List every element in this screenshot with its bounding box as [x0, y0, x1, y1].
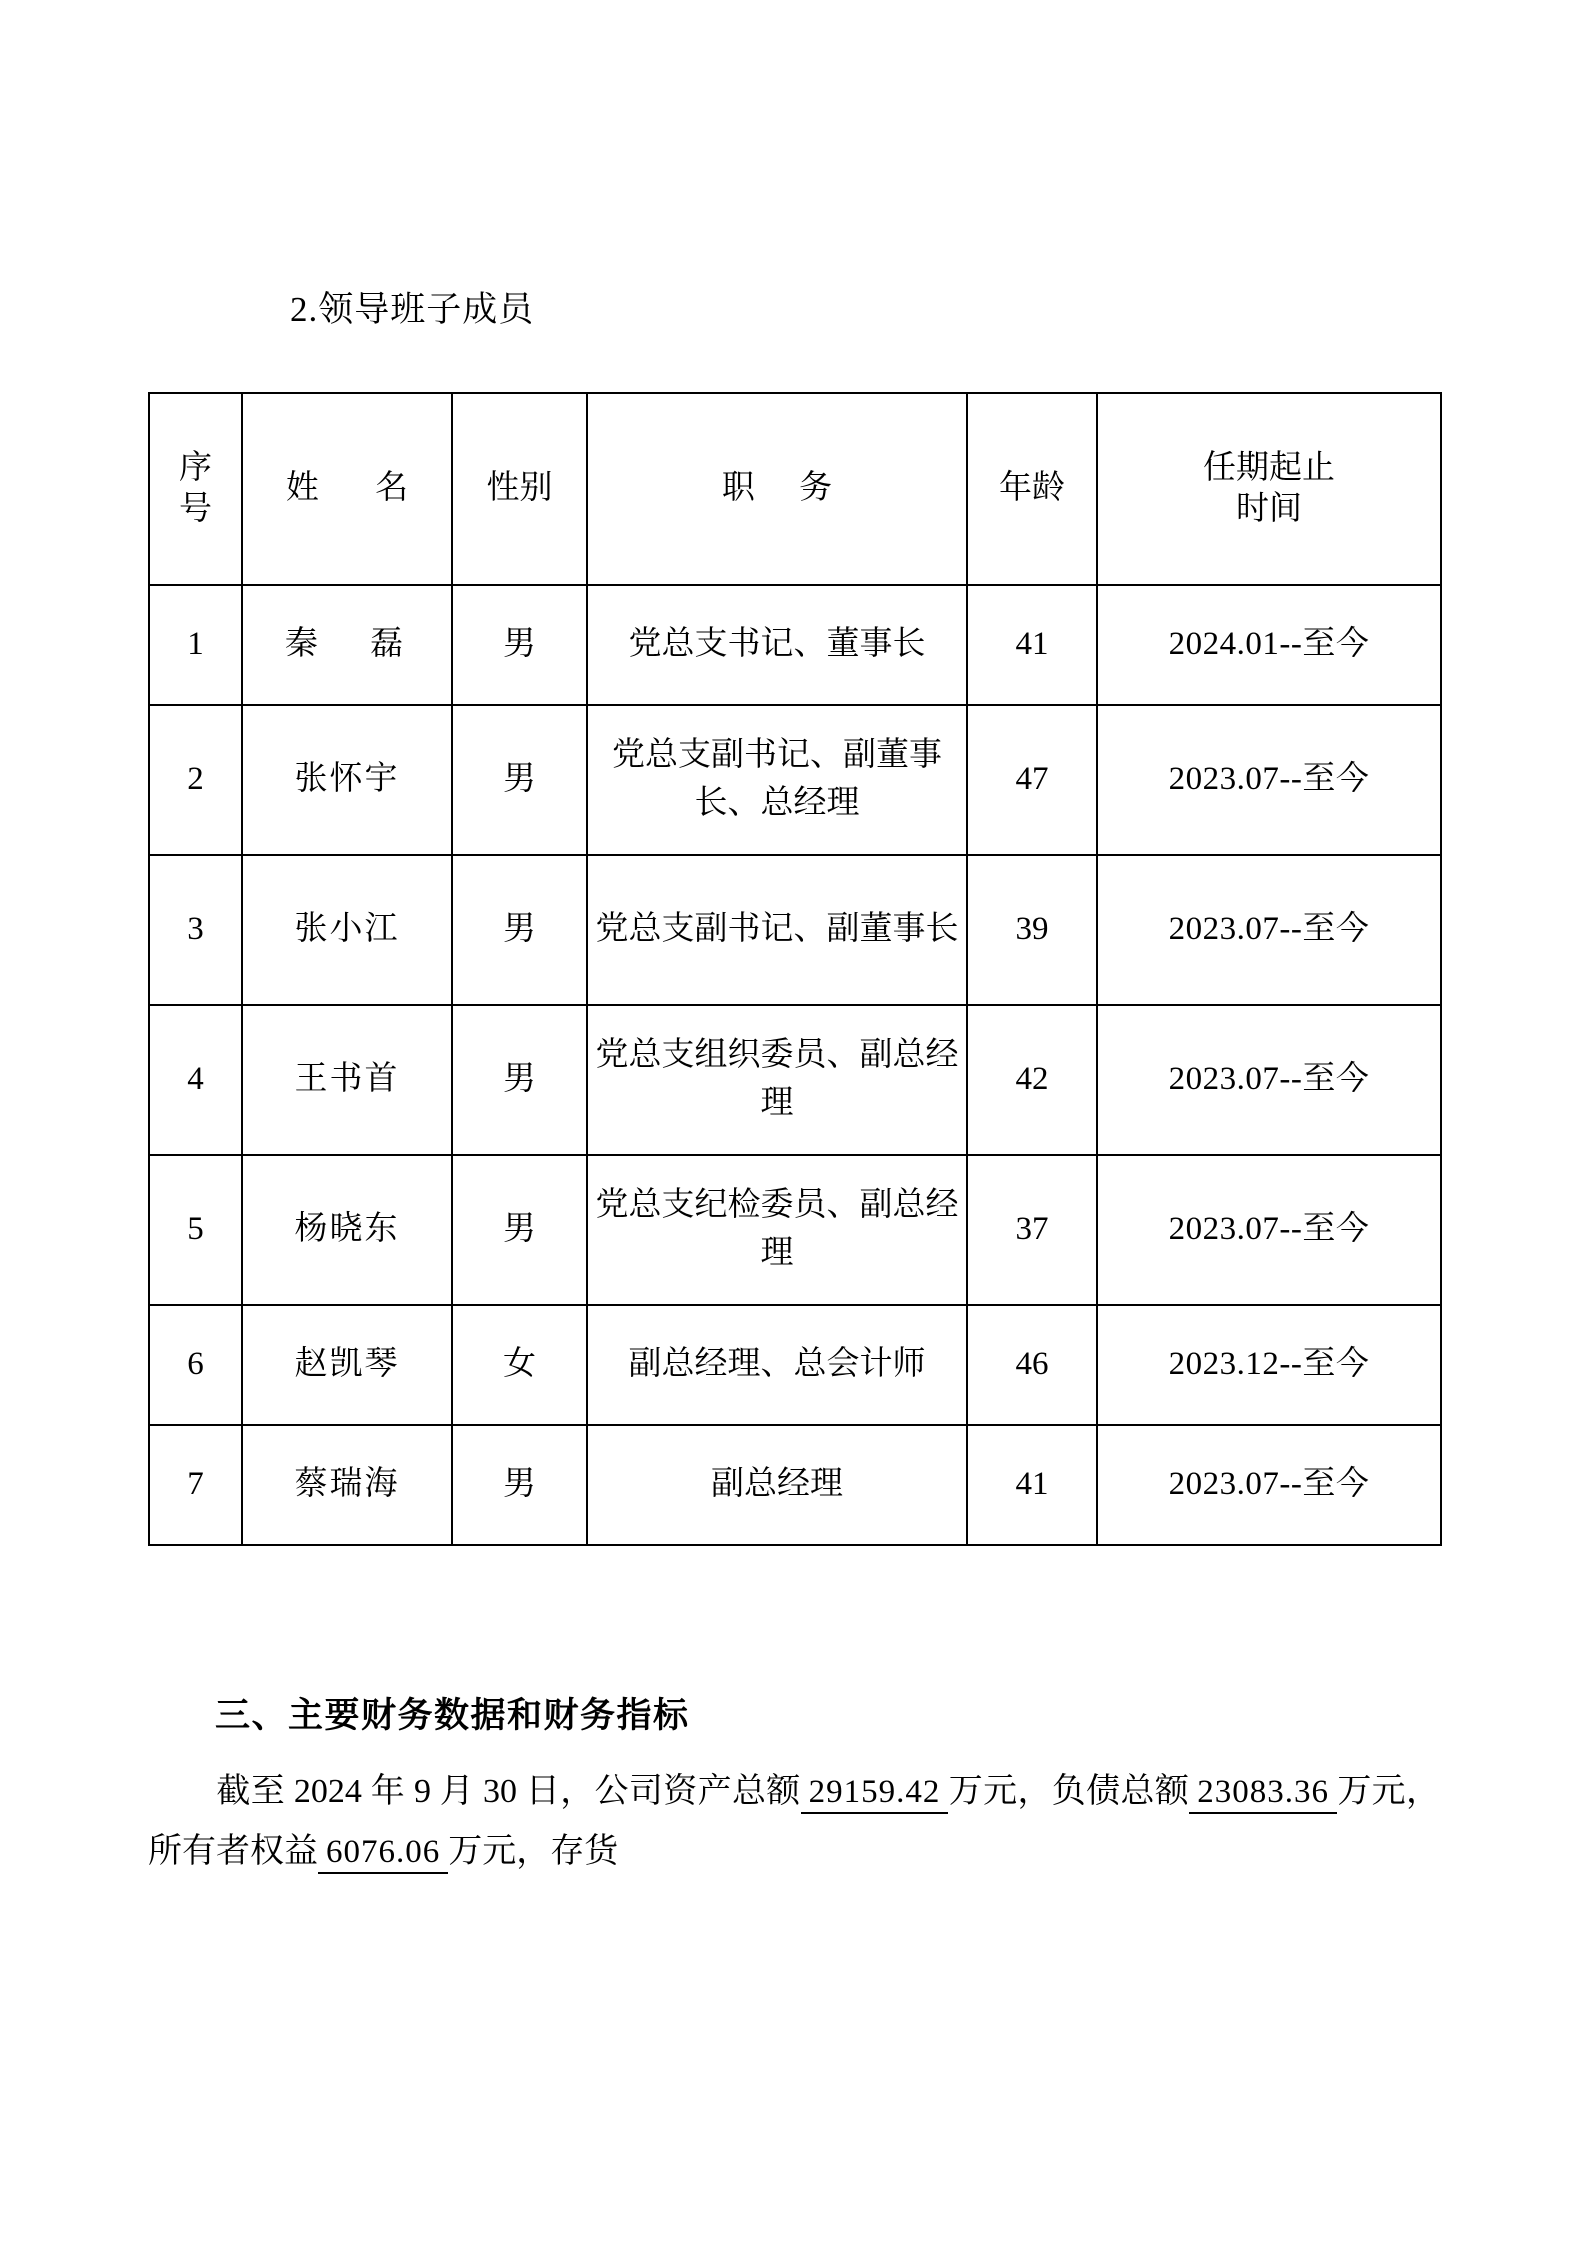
paragraph-text-1: 截至 2024 年 9 月 30 日，公司资产总额: [216, 1773, 801, 1810]
paragraph-text-2: 万元，负债总额: [948, 1773, 1190, 1810]
column-header-seq-line1: 序: [179, 449, 212, 486]
cell-post: 党总支书记、董事长: [587, 585, 967, 705]
column-header-term-line1: 任期起止: [1203, 449, 1335, 486]
financial-paragraph: [148, 1762, 1440, 1882]
cell-name: 蔡瑞海: [242, 1425, 452, 1545]
cell-term: 2023.12--至今: [1097, 1305, 1441, 1425]
cell-age: 37: [967, 1155, 1097, 1305]
column-header-post: 职 务: [587, 393, 967, 585]
cell-seq: 2: [149, 705, 242, 855]
cell-term: 2024.01--至今: [1097, 585, 1441, 705]
table-row: [149, 1305, 1441, 1425]
cell-post: 副总经理、总会计师: [587, 1305, 967, 1425]
cell-name: 王书首: [242, 1005, 452, 1155]
cell-gender: 男: [452, 585, 587, 705]
total-assets-value: 29159.42: [801, 1774, 949, 1814]
column-header-term-line2: 时间: [1236, 491, 1302, 527]
paragraph-text-3: 万元，所有者权益: [148, 1773, 1441, 1870]
owners-equity-value: 6076.06: [318, 1834, 448, 1874]
cell-age: 46: [967, 1305, 1097, 1425]
table-row: [149, 1425, 1441, 1545]
cell-post: 党总支副书记、副董事长、总经理: [587, 705, 967, 855]
cell-term: 2023.07--至今: [1097, 1425, 1441, 1545]
cell-gender: 男: [452, 1425, 587, 1545]
subsection-heading: 三、主要财务数据和财务指标: [215, 1696, 690, 1735]
cell-age: 41: [967, 585, 1097, 705]
column-header-gender: 性别: [452, 393, 587, 585]
cell-term: 2023.07--至今: [1097, 705, 1441, 855]
column-header-term: [1097, 393, 1441, 585]
cell-seq: 7: [149, 1425, 242, 1545]
table-row: [149, 585, 1441, 705]
cell-seq: 5: [149, 1155, 242, 1305]
cell-post: 党总支副书记、副董事长: [587, 855, 967, 1005]
table-row: [149, 1155, 1441, 1305]
cell-post: 党总支组织委员、副总经理: [587, 1005, 967, 1155]
cell-gender: 男: [452, 1155, 587, 1305]
cell-name: 赵凯琴: [242, 1305, 452, 1425]
table-header-row: [149, 393, 1441, 585]
column-header-name: 姓 名: [242, 393, 452, 585]
cell-gender: 男: [452, 1005, 587, 1155]
cell-gender: 男: [452, 855, 587, 1005]
cell-seq: 6: [149, 1305, 242, 1425]
cell-age: 39: [967, 855, 1097, 1005]
cell-term: 2023.07--至今: [1097, 1005, 1441, 1155]
cell-term: 2023.07--至今: [1097, 855, 1441, 1005]
cell-age: 41: [967, 1425, 1097, 1545]
section-heading: 2.领导班子成员: [290, 290, 535, 329]
cell-name: 张小江: [242, 855, 452, 1005]
leadership-table: [148, 392, 1442, 1546]
column-header-seq: [149, 393, 242, 585]
cell-age: 47: [967, 705, 1097, 855]
cell-name: 秦 磊: [242, 585, 452, 705]
cell-post: 党总支纪检委员、副总经理: [587, 1155, 967, 1305]
cell-post: 副总经理: [587, 1425, 967, 1545]
total-liabilities-value: 23083.36: [1189, 1774, 1337, 1814]
cell-term: 2023.07--至今: [1097, 1155, 1441, 1305]
cell-seq: 3: [149, 855, 242, 1005]
cell-seq: 1: [149, 585, 242, 705]
table-row: [149, 855, 1441, 1005]
table-row: [149, 705, 1441, 855]
cell-name: 张怀宇: [242, 705, 452, 855]
column-header-age: 年龄: [967, 393, 1097, 585]
cell-gender: 女: [452, 1305, 587, 1425]
paragraph-text-4: 万元，存货: [448, 1832, 619, 1870]
table-row: [149, 1005, 1441, 1155]
cell-gender: 男: [452, 705, 587, 855]
cell-seq: 4: [149, 1005, 242, 1155]
cell-age: 42: [967, 1005, 1097, 1155]
column-header-seq-line2: 号: [179, 491, 212, 527]
cell-name: 杨晓东: [242, 1155, 452, 1305]
